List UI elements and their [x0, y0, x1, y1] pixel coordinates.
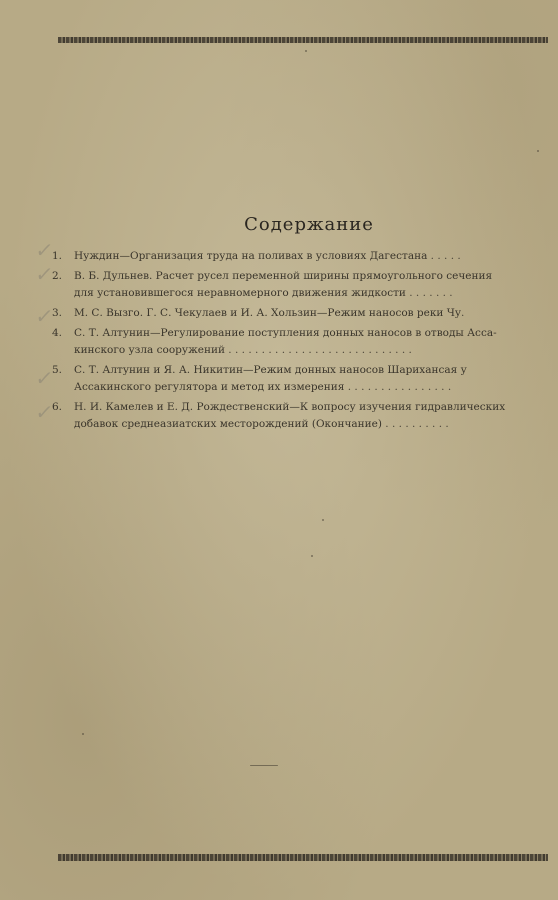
toc-entry-text: С. Т. Алтунин—Регулирование поступления донных наносов в отводы Асса- [74, 327, 497, 339]
contents-title: Содержание [244, 214, 374, 235]
toc-entry-number: 6. [51, 401, 62, 413]
pencil-check-icon: ✓ [33, 262, 55, 286]
toc-entry-text: добавок среднеазиатских месторождений (Окончание) . . . . . . . . . . [74, 418, 449, 430]
pencil-check-icon: ✓ [33, 400, 55, 424]
pencil-check-icon: ✓ [33, 238, 55, 262]
toc-entry-number: 3. [51, 307, 62, 319]
top-ornament-border [58, 37, 548, 43]
toc-entry [51, 325, 513, 359]
paper-speck [537, 150, 539, 152]
toc-entry-text: для установившегося неравномерного движения жидкости . . . . . . . [74, 287, 453, 299]
toc-entry-number: 4. [51, 327, 62, 339]
paper-speck [322, 519, 324, 521]
paper-speck [82, 733, 84, 735]
toc-entry-number: 1. [51, 250, 62, 262]
toc-entry-text: М. С. Вызго. Г. С. Чекулаев и И. А. Хользин—Режим наносов реки Чу. [74, 307, 465, 319]
table-of-contents [51, 248, 513, 436]
toc-entry-text: Н. И. Камелев и Е. Д. Рождественский—К вопросу изучения гидравлических [74, 401, 506, 413]
toc-entry-number: 5. [51, 364, 62, 376]
toc-entry-number: 2. [51, 270, 62, 282]
toc-entry [51, 248, 513, 265]
toc-entry [51, 268, 513, 302]
toc-entry [51, 305, 513, 322]
paper-speck [305, 50, 307, 52]
toc-entry-text: Нуждин—Организация труда на поливах в условиях Дагестана . . . . . [74, 250, 461, 262]
pencil-check-icon: ✓ [33, 366, 55, 390]
toc-entry [51, 362, 513, 396]
bottom-ornament-border [58, 854, 548, 861]
paper-speck [311, 555, 313, 557]
toc-entry-text: кинского узла сооружений . . . . . . . . . . . . . . . . . . . . . . . . . . . . [74, 344, 412, 356]
toc-entry-text: С. Т. Алтунин и Я. А. Никитин—Режим донных наносов Шарихансая у [74, 364, 467, 376]
paper-speck [250, 765, 278, 766]
pencil-check-icon: ✓ [33, 304, 55, 328]
toc-entry [51, 399, 513, 433]
toc-entry-text: В. Б. Дульнев. Расчет русел переменной ширины прямоугольного сечения [74, 270, 493, 282]
toc-entry-text: Ассакинского регулятора и метод их измерения . . . . . . . . . . . . . . . . [74, 381, 452, 393]
